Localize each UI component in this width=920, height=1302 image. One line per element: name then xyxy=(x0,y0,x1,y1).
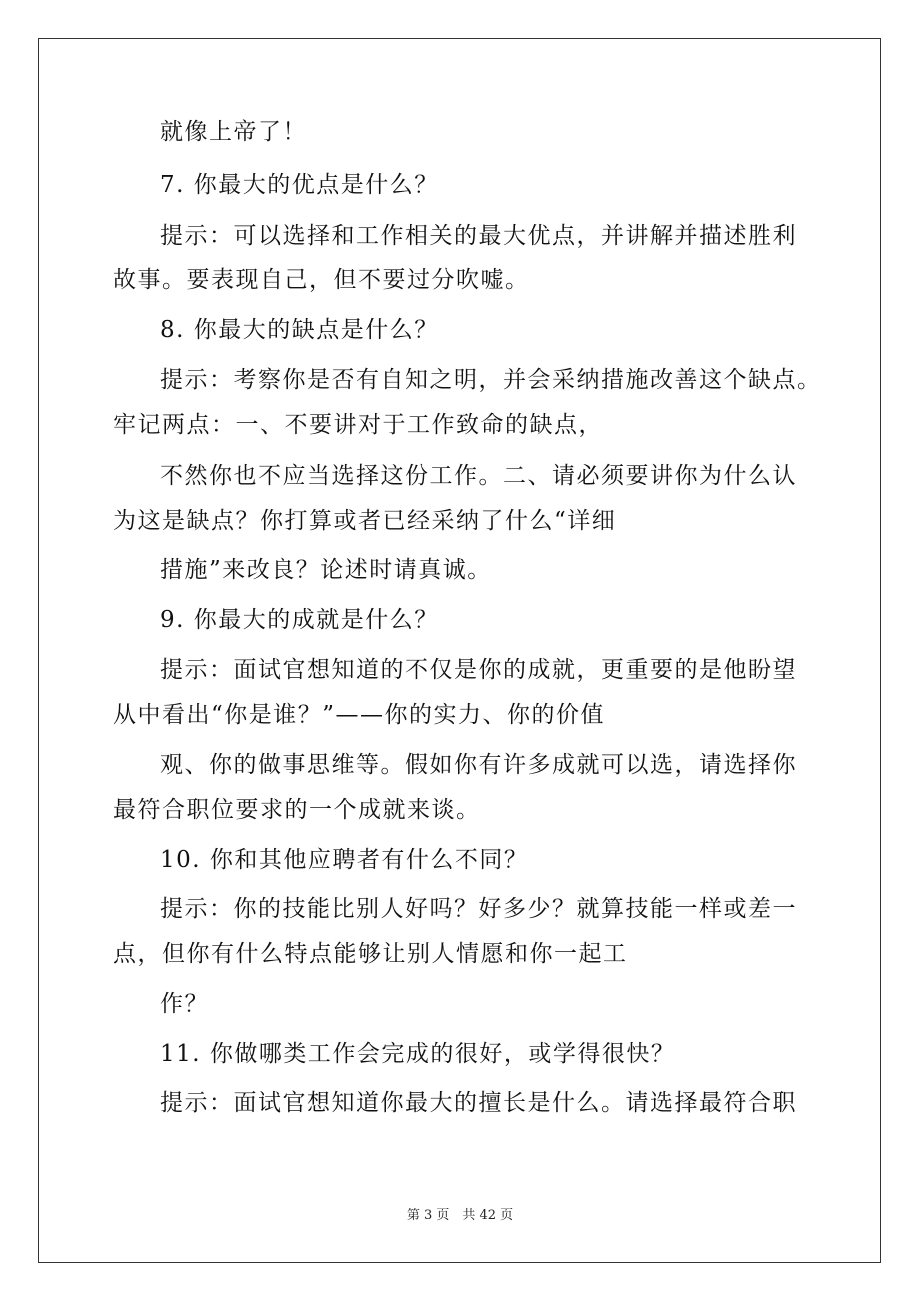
page-footer: 第 3 页 共 42 页 xyxy=(406,1208,514,1223)
text-line: 作？ xyxy=(160,991,209,1017)
text-line: 提示：面试官想知道的不仅是你的成就，更重要的是他盼望 xyxy=(160,657,797,683)
text-line: 提示：考察你是否有自知之明，并会采纳措施改善这个缺点。 xyxy=(160,367,822,393)
question-heading-7: 7. 你最大的优点是什么？ xyxy=(160,172,439,198)
text-line: 最符合职位要求的一个成就来谈。 xyxy=(113,797,481,823)
text-line: 提示：可以选择和工作相关的最大优点，并讲解并描述胜利 xyxy=(160,223,797,249)
text-line: 观、你的做事思维等。假如你有许多成就可以选，请选择你 xyxy=(160,752,797,778)
text-line: 点，但你有什么特点能够让别人情愿和你一起工 xyxy=(113,941,628,967)
text-line: 就像上帝了！ xyxy=(160,119,307,145)
text-line: 为这是缺点？你打算或者已经采纳了什么“详细 xyxy=(113,508,617,534)
question-heading-9: 9. 你最大的成就是什么？ xyxy=(160,607,439,633)
text-line: 故事。要表现自己，但不要过分吹嘘。 xyxy=(113,267,530,293)
text-line: 从中看出“你是谁？”——你的实力、你的价值 xyxy=(113,702,606,728)
question-heading-11: 11. 你做哪类工作会完成的很好，或学得很快？ xyxy=(160,1041,676,1067)
text-line: 提示：面试官想知道你最大的擅长是什么。请选择最符合职 xyxy=(160,1090,797,1116)
question-heading-8: 8. 你最大的缺点是什么？ xyxy=(160,317,439,343)
question-heading-10: 10. 你和其他应聘者有什么不同？ xyxy=(160,847,529,873)
text-line: 不然你也不应当选择这份工作。二、请必须要讲你为什么认 xyxy=(160,463,797,489)
text-line: 措施”来改良？论述时请真诚。 xyxy=(160,557,492,583)
text-line: 牢记两点：一、不要讲对于工作致命的缺点， xyxy=(113,412,603,438)
text-line: 提示：你的技能比别人好吗？好多少？就算技能一样或差一 xyxy=(160,896,797,922)
